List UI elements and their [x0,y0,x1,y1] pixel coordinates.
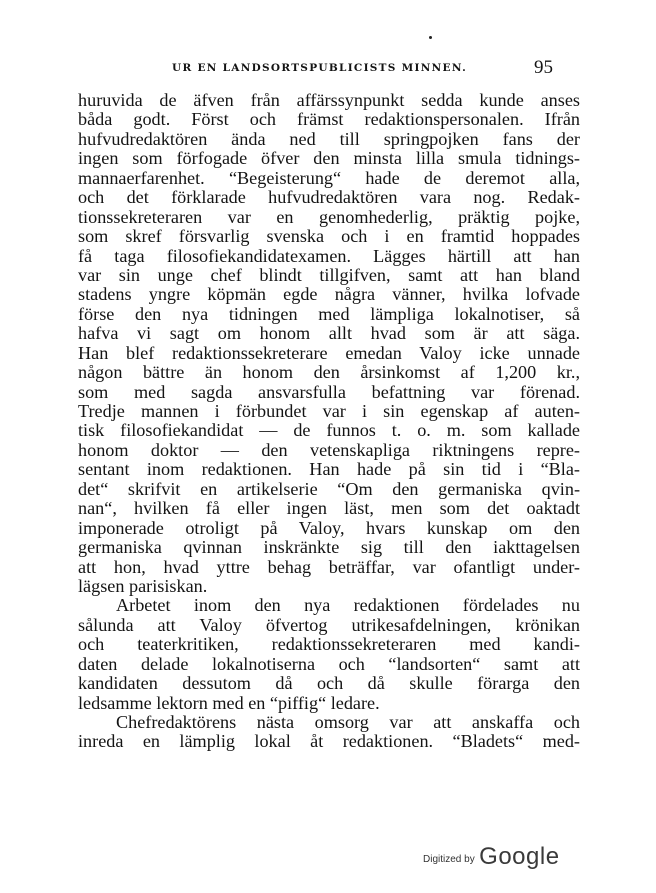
text-line: honom doktor — den vetenskapliga riktningens repre- [78,439,580,460]
google-logo: Google [479,843,560,870]
text-line: tionssekreteraren var en genomhederlig, präktig pojke, [78,206,580,227]
digitized-label: Digitized by [423,854,475,865]
ink-speck [429,36,432,39]
text-line: nan“, hvilken få eller ingen läst, men som det oaktadt [78,498,580,519]
text-line: huruvida de äfven från affärssynpunkt sedda kunde anses [78,90,580,110]
text-line: få taga filosofiekandidatexamen. Lägges härtill att han [78,245,580,266]
text-line: sålunda att Valoy öfvertog utrikesafdelningen, krönikan [78,614,580,635]
text-line: Tredje mannen i förbundet var i sin egenskap af auten- [78,401,580,421]
body-text [78,91,580,752]
text-line: som skref försvarlig svenska och i en framtid hoppades [78,226,580,247]
text-line: och teaterkritiken, redaktionssekreteraren med kandi- [78,634,580,655]
text-line: någon bättre än honom den årsinkomst af 1,200 kr., [78,362,580,383]
text-line: det“ skrifvit en artikelserie “Om den germaniska qvin- [78,478,580,499]
text-line: förse den nya tidningen med lämpliga lokalnotiser, så [78,303,580,324]
text-line: ingen som förfogade öfver den minsta lilla smula tidnings- [78,148,580,169]
text-line: Arbetet inom den nya redaktionen fördelades nu [116,595,580,616]
text-line: båda godt. Först och främst redaktionspersonalen. Ifrån [78,109,580,130]
text-line: att hon, hvad yttre behag beträffar, var ofantligt under- [78,556,580,577]
text-line: inreda en lämplig lokal åt redaktionen. “Bladets“ med- [78,731,580,752]
text-line: kandidaten dessutom då och då skulle förarga den [78,673,580,694]
text-line: lägsen parisiskan. [78,575,208,596]
text-line: som med sagda ansvarsfulla befattning var förenad. [78,381,580,402]
running-title: UR EN LANDSORTSPUBLICISTS MINNEN. [172,62,468,74]
text-line: imponerade otroligt på Valoy, hvars kunskap om den [78,517,580,538]
text-line: Chefredaktörens nästa omsorg var att anskaffa och [116,712,580,732]
digitized-watermark [423,843,560,871]
text-line: germaniska qvinnan inskränkte sig till den iakttagelsen [78,537,580,558]
text-line: och det förklarade hufvudredaktören vara nog. Redak- [78,187,580,208]
text-line: hufvudredaktören ända ned till springpojken fans der [78,128,580,149]
text-line: hafva vi sagt om honom allt hvad som är att säga. [78,323,580,344]
text-line: stadens yngre köpmän egde några vänner, hvilka lofvade [78,284,580,305]
text-line: daten delade lokalnotiserna och “landsorten“ samt att [78,653,580,674]
text-line: sentant inom redaktionen. Han hade på sin tid i “Bla- [78,459,580,480]
text-line: mannaerfarenhet. “Begeisterung“ hade de deremot alla, [78,167,580,188]
text-line: Han blef redaktionssekreterare emedan Valoy icke unnade [78,342,580,363]
text-line: tisk filosofiekandidat — de funnos t. o. m. som kallade [78,420,580,441]
page-number: 95 [534,57,553,78]
text-line: var sin unge chef blindt tillgifven, samt att han bland [78,264,580,285]
text-line: ledsamme lektorn med en “piffig“ ledare. [78,692,380,713]
